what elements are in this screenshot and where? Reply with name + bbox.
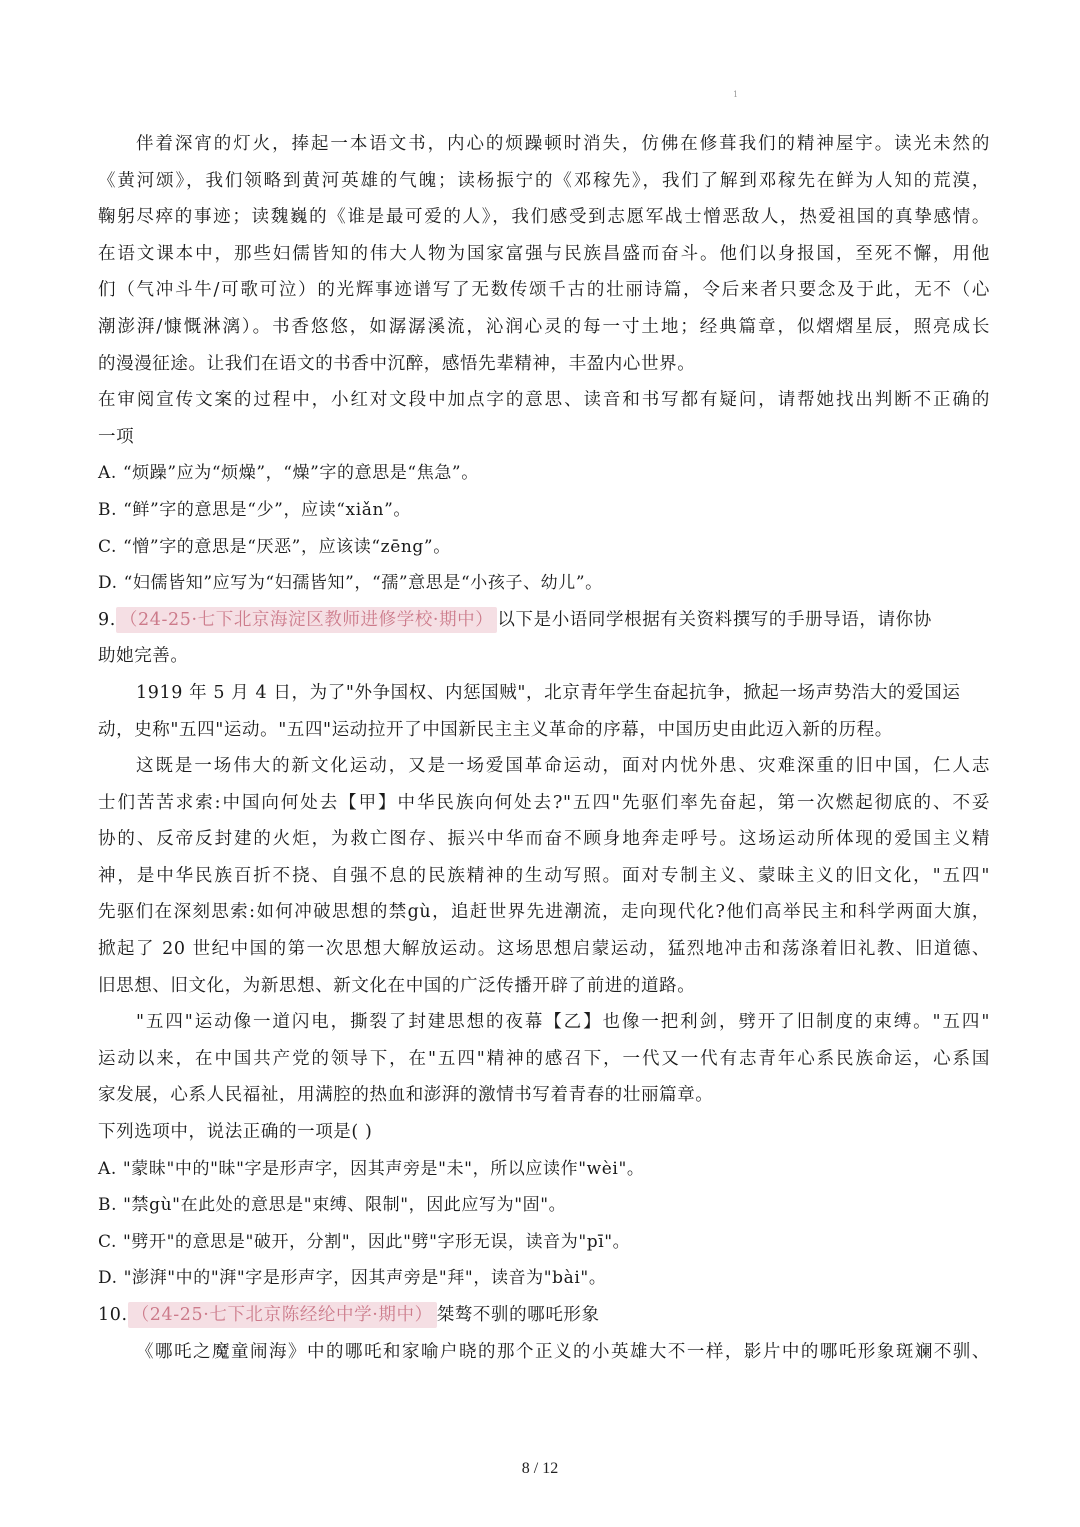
paragraph-line: 在语文课本中，那些妇儒皆知的伟大人物为国家富强与民族昌盛而奋斗。他们以身报国，至死不懈，用他	[98, 243, 990, 264]
paragraph-line: 掀起了 20 世纪中国的第一次思想大解放运动。这场思想启蒙运动，猛烈地冲击和荡涤着旧礼教、旧道德、	[98, 939, 990, 960]
q9-header	[98, 602, 990, 639]
option-b: B. “鲜”字的意思是“少”，应读“xiǎn”。	[98, 499, 411, 520]
paragraph-line: 伴着深宵的灯火，捧起一本语文书，内心的烦躁顿时消失，仿佛在修葺我们的精神屋宇。读光未然的	[136, 134, 990, 154]
paragraph-line: 神，是中华民族百折不挠、自强不息的民族精神的生动写照。面对专制主义、蒙昧主义的旧文化，"五四"	[98, 865, 990, 886]
q9-number: 9.	[98, 609, 116, 630]
paragraph-line: 《哪吒之魔童闹海》中的哪吒和家喻户晓的那个正义的小英雄大不一样，影片中的哪吒形象斑斓不驯、	[136, 1341, 990, 1362]
option-d: D. "澎湃"中的"湃"字是形声字，因其声旁是"拜"，读音为"bài"。	[98, 1268, 607, 1289]
option-a: A. "蒙昧"中的"昧"字是形声字，因其声旁是"未"，所以应读作"wèi"。	[98, 1158, 645, 1179]
option-c: C. “憎”字的意思是“厌恶”，应该读“zēng”。	[98, 536, 451, 557]
q8-passage	[98, 126, 990, 382]
q9-stem: 以下是小语同学根据有关资料撰写的手册导语，请你协	[497, 609, 932, 630]
option-b: B. "禁gù"在此处的意思是"束缚、限制"，因此应写为"固"。	[98, 1195, 567, 1216]
page-indicator: 8 / 12	[521, 1460, 559, 1477]
paragraph-line: 运动以来，在中国共产党的领导下，在"五四"精神的感召下，一代又一代有志青年心系民族命运，心系国	[98, 1048, 990, 1069]
q9-source-tag: （24-25·七下北京海淀区教师进修学校·期中）	[116, 607, 497, 633]
paragraph-line: 1919 年 5 月 4 日，为了"外争国权、内惩国贼"，北京青年学生奋起抗争，掀起一场声势浩大的爱国运	[136, 682, 961, 703]
question-line: 一项	[98, 426, 135, 447]
paragraph-line: 这既是一场伟大的新文化运动，又是一场爱国革命运动，面对内忧外患、灾难深重的旧中国，仁人志	[136, 756, 990, 777]
option-a: A. “烦躁”应为“烦燥”，“燥”字的意思是“焦急”。	[98, 463, 479, 484]
q9-question: 下列选项中，说法正确的一项是( )	[98, 1122, 373, 1143]
paragraph-line: 们（气冲斗牛/可歌可泣）的光辉事迹谱写了无数传颂千古的壮丽诗篇，令后来者只要念及于此，无不（心	[98, 280, 990, 301]
paragraph-line: 旧思想、旧文化，为新思想、新文化在中国的广泛传播开辟了前进的道路。	[98, 975, 696, 996]
page-content	[98, 126, 990, 1370]
q10	[98, 1297, 990, 1370]
paragraph-line: "五四"运动像一道闪电，撕裂了封建思想的夜幕【乙】也像一把利剑，劈开了旧制度的束缚。"五四"	[136, 1012, 990, 1033]
paragraph-line: 鞠躬尽瘁的事迹；读魏巍的《谁是最可爱的人》，我们感受到志愿军战士憎恶敌人，热爱祖国的真挚感情。	[98, 207, 990, 228]
paragraph-line: 《黄河颂》，我们领略到黄河英雄的气魄；读杨振宁的《邓稼先》，我们了解到邓稼先在鲜为人知的荒漠，	[98, 170, 990, 191]
paragraph-line: 士们苦苦求索:中国向何处去【甲】中华民族向何处去?"五四"先驱们率先奋起，第一次燃起彻底的、不妥	[98, 792, 990, 813]
q10-header	[98, 1297, 990, 1334]
question-line: 在审阅宣传文案的过程中，小红对文段中加点字的意思、读音和书写都有疑问，请帮她找出判断不正确的	[98, 390, 990, 411]
paragraph-line: 家发展，心系人民福祉，用满腔的热血和澎湃的激情书写着青春的壮丽篇章。	[98, 1085, 714, 1106]
q9	[98, 602, 990, 1297]
q9-stem-cont: 助她完善。	[98, 646, 189, 667]
option-c: C. "劈开"的意思是"破开，分割"，因此"劈"字形无误，读音为"pī"。	[98, 1231, 631, 1252]
paragraph-line: 的漫漫征途。让我们在语文的书香中沉醉，感悟先辈精神，丰盈内心世界。	[98, 353, 696, 374]
q10-source-tag: （24-25·七下北京陈经纶中学·期中）	[128, 1302, 437, 1328]
paragraph-line: 协的、反帝反封建的火炬，为救亡图存、振兴中华而奋不顾身地奔走呼号。这场运动所体现的爱国主义精	[98, 829, 990, 850]
option-d: D. “妇儒皆知”应写为“妇孺皆知”，“孺”意思是“小孩子、幼儿”。	[98, 573, 603, 594]
paragraph-line: 先驱们在深刻思索:如何冲破思想的禁gù，追赶世界先进潮流，走向现代化?他们高举民主和科学两面大旗，	[98, 902, 990, 923]
q8-question	[98, 382, 990, 455]
q10-number: 10.	[98, 1305, 128, 1325]
paragraph-line: 潮澎湃/慷慨淋漓）。书香悠悠，如潺潺溪流，沁润心灵的每一寸土地；经典篇章，似熠熠星辰，照亮成长	[98, 316, 990, 337]
q10-stem: 桀骜不驯的哪吒形象	[436, 1305, 600, 1325]
q8-options	[98, 455, 990, 601]
page-corner-mark: 1	[733, 90, 739, 99]
paragraph-line: 动，史称"五四"运动。"五四"运动拉开了中国新民主主义革命的序幕，中国历史由此迈入新的历程。	[98, 719, 893, 740]
